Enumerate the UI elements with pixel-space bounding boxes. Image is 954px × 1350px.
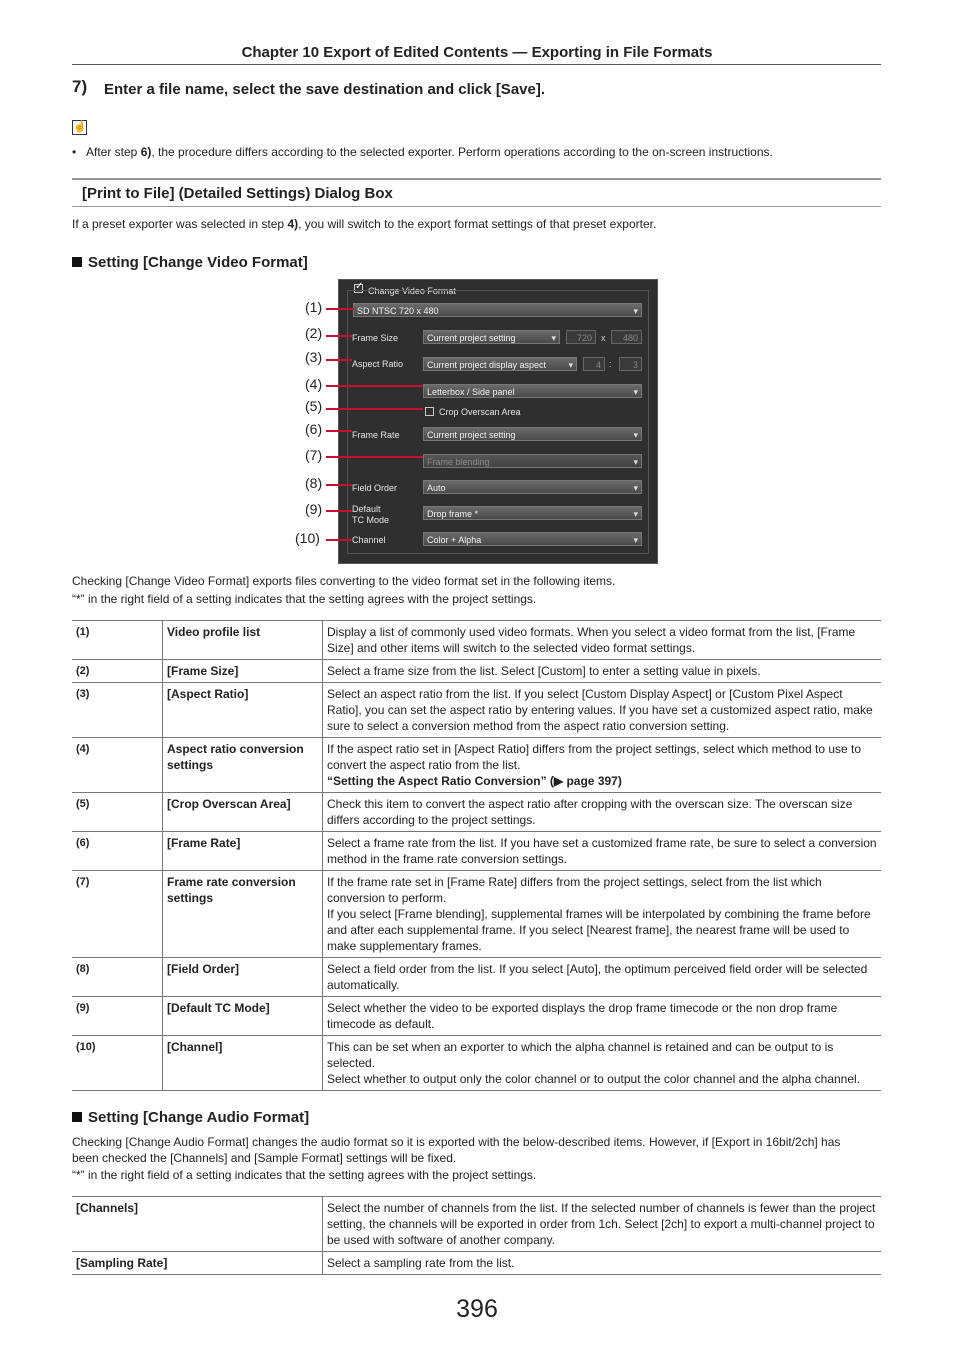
step-text: Enter a file name, select the save destination and click [Save].: [104, 81, 546, 98]
audio-desc-2: “*” in the right field of a setting indicates that the setting agrees with the project settings.: [72, 1168, 537, 1182]
frame-height-input[interactable]: 480: [611, 330, 642, 344]
aspect-width-input[interactable]: 4: [583, 357, 605, 371]
row-name: [Aspect Ratio]: [163, 683, 323, 738]
hand-pointer-icon: ☝: [73, 121, 87, 133]
callout-line-8: [326, 484, 352, 486]
callout-5: (5): [305, 398, 323, 414]
row-desc: Select whether the video to be exported displays the drop frame timecode or the non drop frame timecode as default.: [323, 997, 882, 1036]
table-row: [72, 683, 881, 738]
size-separator: x: [601, 333, 606, 343]
change-video-format-checkbox[interactable]: ✓: [355, 281, 364, 292]
frame-rate-conversion-dropdown[interactable]: Frame blending ▾: [423, 454, 642, 468]
callout-line-3: [326, 359, 352, 361]
table-row: [72, 660, 881, 683]
row-desc: Select a sampling rate from the list.: [323, 1252, 882, 1275]
row-number: (3): [72, 683, 163, 738]
aspect-conversion-dropdown[interactable]: Letterbox / Side panel ▾: [423, 384, 642, 398]
section-intro: If a preset exporter was selected in step 4), you will switch to the export format settings of that preset exporter.: [72, 217, 657, 231]
row-number: (8): [72, 958, 163, 997]
video-settings-table: [72, 620, 881, 1091]
aspect-separator: :: [609, 359, 612, 369]
callout-10: (10): [295, 530, 320, 546]
callout-9: (9): [305, 501, 323, 517]
callout-4: (4): [305, 376, 323, 392]
audio-settings-table: [72, 1196, 881, 1275]
note-bullet: •: [72, 145, 77, 159]
row-name: [Channels]: [72, 1197, 323, 1252]
callout-line-10: [326, 539, 352, 541]
frame-size-label: Frame Size: [352, 333, 399, 343]
audio-heading: Setting [Change Audio Format]: [72, 1109, 309, 1126]
row-number: (2): [72, 660, 163, 683]
callout-2: (2): [305, 325, 323, 341]
row-name: [Frame Size]: [163, 660, 323, 683]
table-row: [72, 793, 881, 832]
crop-overscan-checkbox[interactable]: [425, 407, 434, 416]
callout-line-6: [326, 430, 352, 432]
row-name: [Field Order]: [163, 958, 323, 997]
change-video-format-label: Change Video Format: [368, 286, 456, 296]
channel-dropdown[interactable]: Color + Alpha ▾: [423, 532, 642, 546]
video-desc-2: “*” in the right field of a setting indicates that the setting agrees with the project settings.: [72, 592, 537, 606]
callout-1: (1): [305, 299, 323, 315]
page-number: 396: [456, 1295, 498, 1323]
video-heading: Setting [Change Video Format]: [72, 254, 308, 271]
row-name: [Frame Rate]: [163, 832, 323, 871]
callout-7: (7): [305, 447, 323, 463]
field-order-label: Field Order: [352, 483, 398, 493]
table-row: [72, 1036, 881, 1091]
row-number: (10): [72, 1036, 163, 1091]
row-desc: Select a frame size from the list. Select [Custom] to enter a setting value in pixels.: [323, 660, 882, 683]
table-row: [72, 997, 881, 1036]
aspect-height-input[interactable]: 3: [619, 357, 642, 371]
row-desc: Display a list of commonly used video formats. When you select a video format from the list, [Frame Size] and other items will switch to the selected video format settings.: [323, 621, 882, 660]
table-row: [72, 958, 881, 997]
field-order-dropdown[interactable]: Auto ▾: [423, 480, 642, 494]
row-desc: Select an aspect ratio from the list. If you select [Custom Display Aspect] or [Custom Pixel Aspect Ratio], you can set the aspect ratio by entering values. If you have set a customized aspect ratio, make sure to select a conversion method from the aspect ratio conversion setting.: [323, 683, 882, 738]
row-name: Aspect ratio conversion settings: [163, 738, 323, 793]
row-name: Frame rate conversion settings: [163, 871, 323, 958]
table-row: [72, 1252, 881, 1275]
row-desc: Select the number of channels from the list. If the selected number of channels is fewer than the project setting, the channels will be exported in order from 1ch. Select [2ch] to export a multi-channel project to be used with software of another company.: [323, 1197, 882, 1252]
video-desc-1: Checking [Change Video Format] exports files converting to the video format set in the following items.: [72, 574, 616, 588]
square-bullet-icon: [72, 1112, 82, 1122]
row-desc: Select a field order from the list. If you select [Auto], the optimum perceived field order will be selected automatically.: [323, 958, 882, 997]
row-name: [Sampling Rate]: [72, 1252, 323, 1275]
change-video-format-dialog: [338, 279, 658, 564]
tc-mode-label-line2: TC Mode: [352, 515, 390, 525]
video-profile-dropdown[interactable]: SD NTSC 720 x 480 ▾: [353, 303, 642, 317]
page-reference-link[interactable]: “Setting the Aspect Ratio Conversion” (▶ page 397): [327, 774, 622, 788]
table-row: [72, 871, 881, 958]
header-rule: [72, 64, 881, 65]
frame-size-dropdown[interactable]: Current project setting ▾: [423, 330, 560, 344]
frame-rate-dropdown[interactable]: Current project setting ▾: [423, 427, 642, 441]
row-desc: This can be set when an exporter to which the alpha channel is retained and can be output to is selected. Select whether to output only the color channel or to output the color channel and the alpha channel.: [323, 1036, 882, 1091]
table-row: [72, 832, 881, 871]
row-desc: Check this item to convert the aspect ratio after cropping with the overscan size. The overscan size differs according to the project settings.: [323, 793, 882, 832]
audio-desc-1: Checking [Change Audio Format] changes the audio format so it is exported with the below-described items. However, if [Export in 16bit/2ch] has been checked the [Channels] and [Sample Format] settings will be fixed.: [72, 1135, 841, 1165]
aspect-ratio-dropdown[interactable]: Current project display aspect ▾: [423, 357, 577, 371]
aspect-ratio-label: Aspect Ratio: [352, 359, 404, 369]
channel-label: Channel: [352, 535, 386, 545]
callout-8: (8): [305, 475, 323, 491]
row-name: [Default TC Mode]: [163, 997, 323, 1036]
callout-6: (6): [305, 421, 323, 437]
section-rule-bottom: [72, 206, 881, 207]
row-name: [Crop Overscan Area]: [163, 793, 323, 832]
square-bullet-icon: [72, 257, 82, 267]
callout-line-2: [326, 335, 352, 337]
row-number: (5): [72, 793, 163, 832]
table-row: [72, 738, 881, 793]
crop-overscan-label: Crop Overscan Area: [439, 407, 521, 417]
callout-3: (3): [305, 349, 323, 365]
tc-mode-label-line1: Default: [352, 504, 381, 514]
row-number: (7): [72, 871, 163, 958]
row-number: (1): [72, 621, 163, 660]
callout-line-9: [326, 510, 352, 512]
callout-line-7: [326, 456, 423, 458]
callout-line-5: [326, 408, 423, 410]
row-desc: Select a frame rate from the list. If you have set a customized frame rate, be sure to select a conversion method in the frame rate conversion settings.: [323, 832, 882, 871]
frame-width-input[interactable]: 720: [566, 330, 596, 344]
table-row: [72, 621, 881, 660]
row-desc: If the aspect ratio set in [Aspect Ratio] differs from the project settings, select which method to use to convert the aspect ratio from the list. “Setting the Aspect Ratio Conversion” (▶ page 397): [323, 738, 882, 793]
section-title: [Print to File] (Detailed Settings) Dialog Box: [82, 185, 393, 202]
callout-line-1: [326, 308, 354, 310]
row-number: (6): [72, 832, 163, 871]
callout-line-4: [326, 385, 423, 387]
table-row: [72, 1197, 881, 1252]
note-text: After step 6), the procedure differs according to the selected exporter. Perform operations according to the on-screen instructions.: [86, 145, 773, 159]
section-rule-top: [72, 178, 881, 180]
chapter-header: Chapter 10 Export of Edited Contents — Exporting in File Formats: [241, 44, 713, 61]
row-desc: If the frame rate set in [Frame Rate] differs from the project settings, select from the list which conversion to perform. If you select [Frame blending], supplemental frames will be interpolated by combining the frame before and after each supplemental frame. If you select [Nearest frame], the nearest frame will be used to make supplementary frames.: [323, 871, 882, 958]
row-number: (9): [72, 997, 163, 1036]
row-name: Video profile list: [163, 621, 323, 660]
tc-mode-dropdown[interactable]: Drop frame * ▾: [423, 506, 642, 520]
row-number: (4): [72, 738, 163, 793]
frame-rate-label: Frame Rate: [352, 430, 400, 440]
step-number: 7): [72, 77, 88, 96]
row-name: [Channel]: [163, 1036, 323, 1091]
